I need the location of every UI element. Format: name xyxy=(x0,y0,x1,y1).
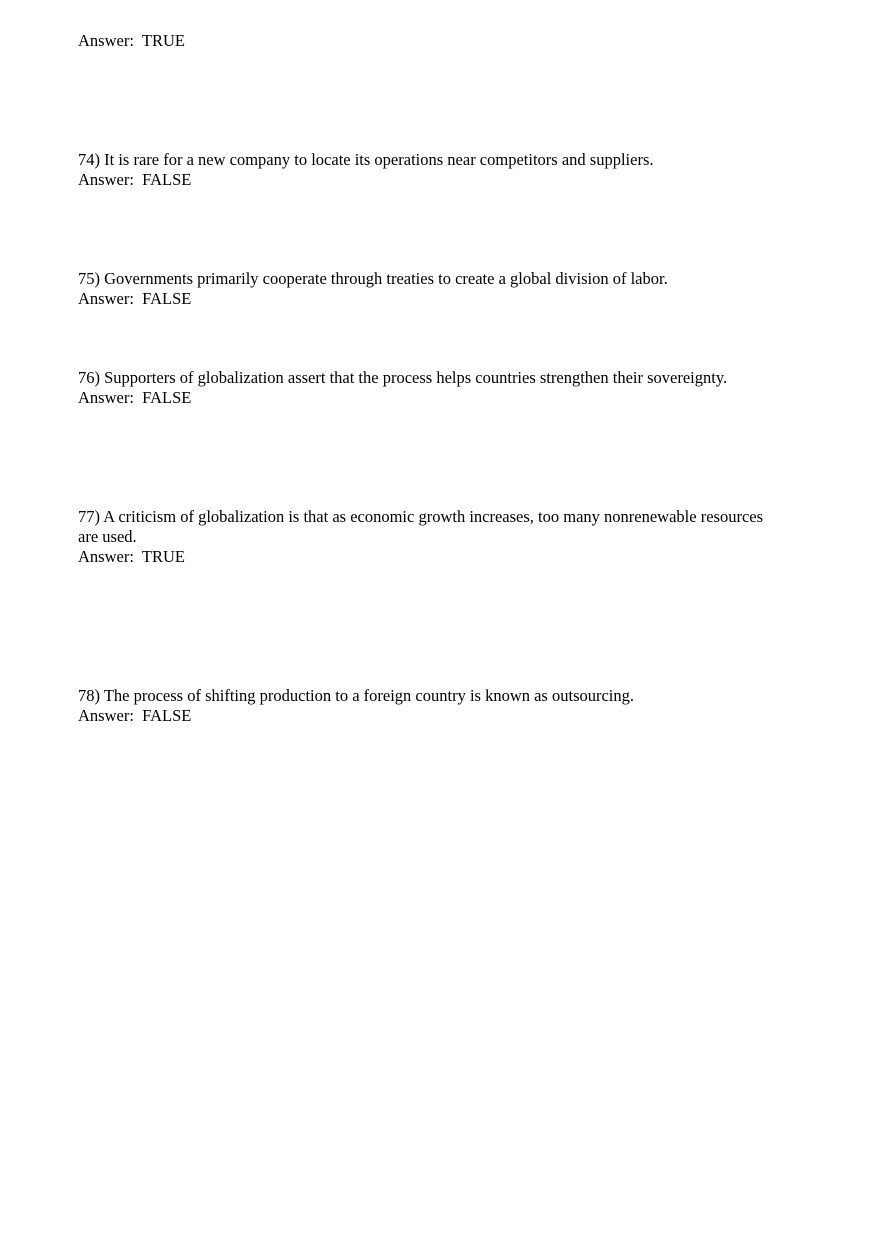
question-text: 75) Governments primarily cooperate through treaties to create a global division of labor. xyxy=(78,269,668,288)
answer-label: Answer: xyxy=(78,388,143,407)
answer-value: TRUE xyxy=(141,31,185,50)
answer-line xyxy=(78,547,808,567)
question-block-75 xyxy=(78,269,808,309)
answer-line xyxy=(78,31,808,51)
question-text: 78) The process of shifting production to a foreign country is known as outsourcing. xyxy=(78,686,635,705)
question-block-76 xyxy=(78,368,808,408)
question-block-73-answer xyxy=(78,31,808,51)
question-text-continued: are used. xyxy=(78,527,137,546)
question-block-77 xyxy=(78,507,808,567)
answer-value: FALSE xyxy=(142,170,192,189)
question-text: 76) Supporters of globalization assert that the process helps countries strengthen their sovereignty. xyxy=(78,368,728,387)
answer-value: FALSE xyxy=(142,388,192,407)
answer-value: FALSE xyxy=(142,706,192,725)
answer-label: Answer: xyxy=(78,289,143,308)
question-text: 74) It is rare for a new company to locate its operations near competitors and suppliers. xyxy=(78,150,654,169)
answer-label: Answer: xyxy=(78,31,142,50)
question-text: 77) A criticism of globalization is that as economic growth increases, too many nonrenewable resources xyxy=(78,507,764,526)
answer-label: Answer: xyxy=(78,547,142,566)
answer-label: Answer: xyxy=(78,706,143,725)
answer-value: TRUE xyxy=(141,547,185,566)
answer-line xyxy=(78,289,808,309)
answer-value: FALSE xyxy=(142,289,192,308)
answer-line xyxy=(78,706,808,726)
answer-line xyxy=(78,170,808,190)
question-block-74 xyxy=(78,150,808,190)
answer-label: Answer: xyxy=(78,170,143,189)
question-block-78 xyxy=(78,686,808,726)
answer-line xyxy=(78,388,808,408)
